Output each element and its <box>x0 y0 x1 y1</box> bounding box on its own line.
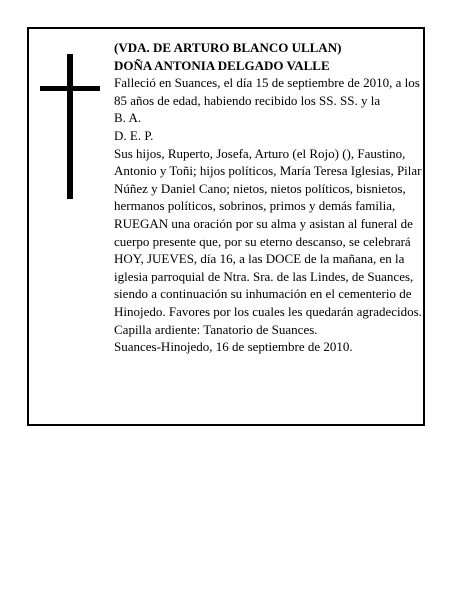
obituary-notice <box>27 27 425 426</box>
dep-line: D. E. P. <box>114 127 154 143</box>
ba-line: B. A. <box>114 110 142 126</box>
place-date: Suances-Hinojedo, 16 de septiembre de 2010. <box>114 339 353 355</box>
funeral-request: RUEGAN una oración por su alma y asistan al funeral de cuerpo presente que, por su eterno descanso, se celebrará HOY, JUEVES, día 16, a las DOCE de la mañana, en la iglesia parroquial de Ntra. Sra. de las Lindes, de Suances, siendo a continuación su inhumación en el cementerio de Hinojedo. Favores por los cuales les quedarán agradecidos. Capilla ardiente: Tanatorio de Suances. <box>114 215 422 337</box>
family-list: Sus hijos, Ruperto, Josefa, Arturo (el Rojo) (), Faustino, Antonio y Toñi; hijos políticos, María Teresa Iglesias, Pilar Núñez y Daniel Cano; nietos, nietos políticos, bisnietos, hermanos políticos, sobrinos, primos y demás familia, <box>114 145 422 214</box>
death-announcement: Falleció en Suances, el día 15 de septiembre de 2010, a los 85 años de edad, habiendo recibido los SS. SS. y la <box>114 75 420 108</box>
latin-cross-icon <box>40 54 100 199</box>
widow-header: (VDA. DE ARTURO BLANCO ULLAN) <box>114 40 342 55</box>
notice-text <box>114 39 422 356</box>
deceased-name: DOÑA ANTONIA DELGADO VALLE <box>114 57 330 73</box>
cross-vertical-bar <box>67 54 73 199</box>
cross-horizontal-bar <box>40 86 100 91</box>
